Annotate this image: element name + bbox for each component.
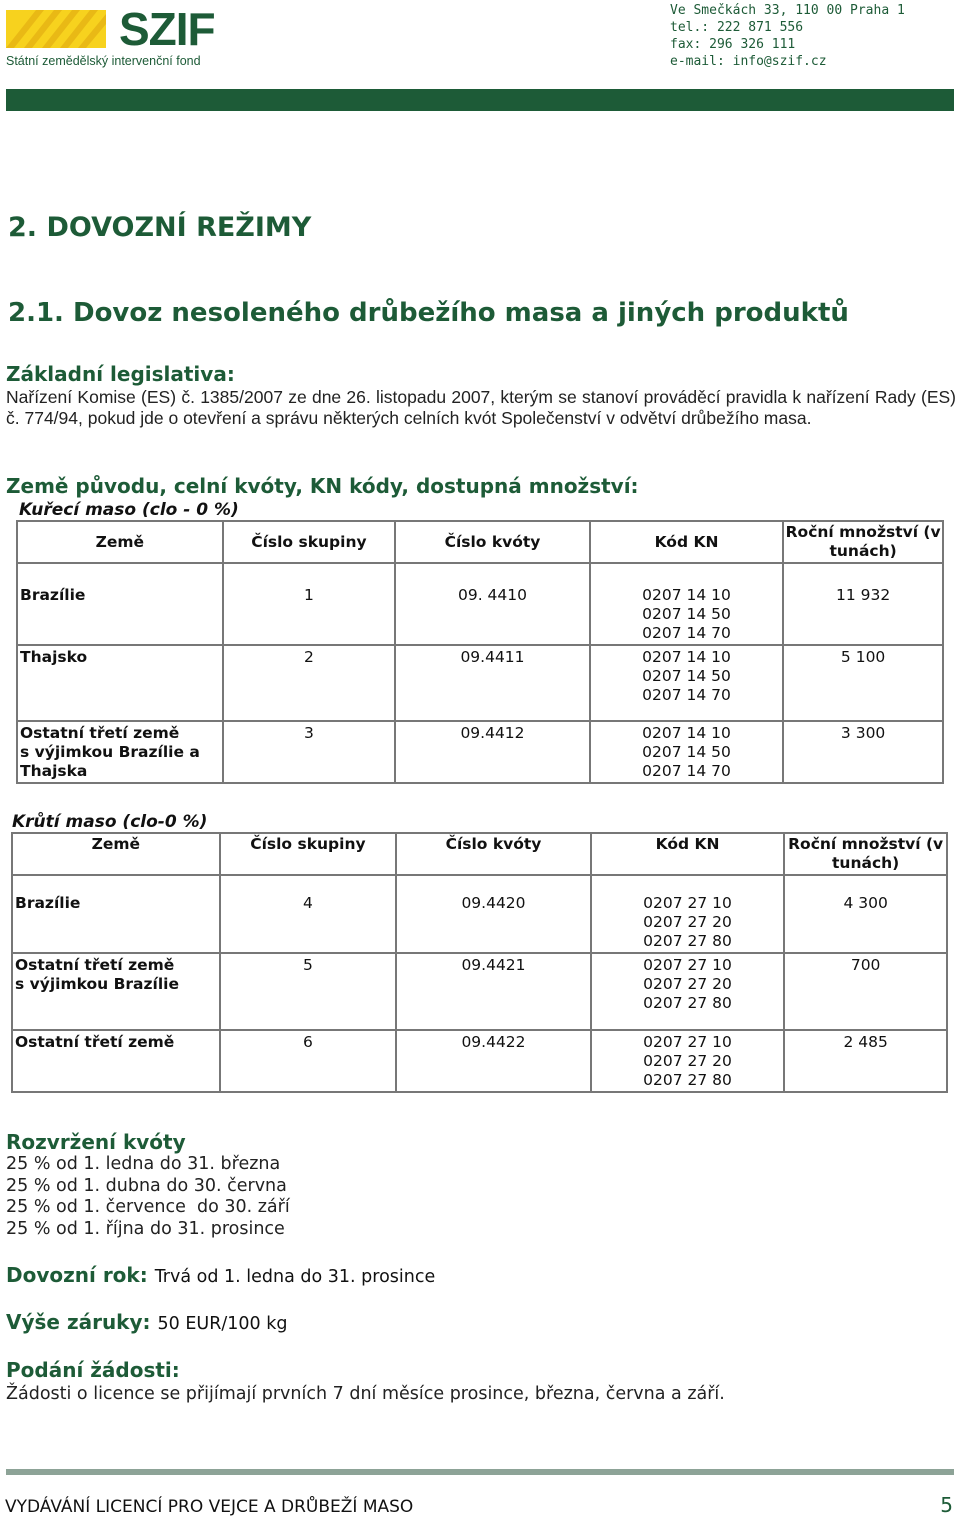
country-cell: Brazílie (15, 894, 81, 912)
kn-code: 0207 27 10 (643, 955, 732, 974)
contact-fax: fax: 296 326 111 (670, 37, 796, 52)
table-header-row (12, 833, 947, 875)
import-year-value: Trvá od 1. ledna do 31. prosince (154, 1267, 436, 1287)
kn-code: 0207 27 80 (643, 1071, 732, 1090)
guarantee (6, 1310, 287, 1334)
group-cell: 5 (220, 953, 397, 1030)
origin-heading: Země původu, celní kvóty, KN kódy, dostupná množství: (6, 474, 639, 498)
subsection-title: 2.1. Dovoz nesoleného drůbežího masa a jiných produktů (8, 298, 849, 328)
legislation-text: Nařízení Komise (ES) č. 1385/2007 ze dne 26. listopadu 2007, kterým se stanoví prováděcí pravidla k nařízení Rady (ES) č. 774/94, pokud jde o otevření a správu některých celních kvót Společenství v odvětví drůbežího masa. (6, 387, 956, 428)
col-header-kn: Kód KN (591, 833, 784, 875)
quota-cell: 09.4420 (396, 875, 591, 953)
quota-cell: 09. 4410 (395, 563, 590, 645)
table-row (17, 721, 943, 783)
kn-code: 0207 14 10 (642, 647, 731, 666)
footer-rule (6, 1469, 954, 1475)
quota-cell: 09.4411 (395, 645, 590, 721)
turkey-quota-table (11, 832, 948, 1093)
kn-code: 0207 27 20 (643, 913, 732, 932)
group-cell: 2 (223, 645, 396, 721)
country-cell: Ostatní třetí země (15, 1032, 175, 1051)
quota-cell: 09.4412 (395, 721, 590, 783)
quota-split-line: 25 % od 1. dubna do 30. června (6, 1175, 287, 1196)
legislation-heading: Základní legislativa: (6, 362, 235, 386)
kn-code: 0207 14 50 (642, 666, 731, 685)
quota-split-line: 25 % od 1. ledna do 31. března (6, 1154, 281, 1174)
kn-code: 0207 27 10 (643, 894, 732, 912)
chicken-quota-table (16, 520, 944, 784)
kn-code: 0207 27 20 (643, 974, 732, 993)
col-header-group: Číslo skupiny (220, 833, 397, 875)
country-cell: Thajsko (20, 647, 88, 666)
kn-code: 0207 14 70 (642, 686, 731, 705)
szif-emblem-icon (6, 10, 106, 48)
quantity-cell: 700 (784, 953, 947, 1030)
country-cell: s výjimkou Brazílie a (20, 742, 200, 761)
quota-split-heading: Rozvržení kvóty (6, 1130, 186, 1154)
country-cell: Ostatní třetí země (15, 955, 175, 974)
col-header-quantity: Roční množství (v tunách) (783, 521, 943, 563)
kn-code: 0207 14 50 (642, 605, 731, 624)
import-year (6, 1263, 435, 1287)
group-cell: 1 (223, 563, 396, 645)
col-header-kn: Kód KN (590, 521, 783, 563)
quota-split-list (6, 1154, 290, 1240)
table-row (17, 563, 943, 645)
quota-split-line: 25 % od 1. října do 31. prosince (6, 1218, 285, 1239)
guarantee-value: 50 EUR/100 kg (157, 1314, 288, 1334)
kn-code: 0207 14 10 (642, 586, 731, 604)
table-row (12, 1030, 947, 1092)
header-bar (6, 89, 954, 111)
kn-code: 0207 27 80 (643, 994, 732, 1013)
country-cell: Thajska (20, 762, 88, 781)
footer-title: VYDÁVÁNÍ LICENCÍ PRO VEJCE A DRŮBEŽÍ MASO (5, 1497, 414, 1517)
applications-heading: Podání žádosti: (6, 1358, 180, 1382)
applications-text: Žádosti o licence se přijímají prvních 7 dní měsíce prosince, března, června a září. (6, 1384, 725, 1404)
group-cell: 4 (220, 875, 397, 953)
table-header-row (17, 521, 943, 563)
quantity-cell: 2 485 (784, 1030, 947, 1092)
szif-logo (6, 3, 236, 70)
kn-code: 0207 27 80 (643, 932, 732, 951)
turkey-table-title: Krůtí maso (clo-0 %) (12, 812, 208, 832)
kn-code: 0207 14 70 (642, 762, 731, 781)
group-cell: 6 (220, 1030, 397, 1092)
group-cell: 3 (223, 721, 396, 783)
col-header-quota: Číslo kvóty (395, 521, 590, 563)
quantity-cell: 11 932 (783, 563, 943, 645)
contact-address: Ve Smečkách 33, 110 00 Praha 1 (670, 3, 905, 18)
kn-code: 0207 27 20 (643, 1051, 732, 1070)
quantity-cell: 5 100 (783, 645, 943, 721)
chicken-table-title: Kuřecí maso (clo - 0 %) (19, 500, 239, 520)
quantity-cell: 3 300 (783, 721, 943, 783)
import-year-label: Dovozní rok: (6, 1263, 148, 1287)
quota-split-line: 25 % od 1. července do 30. září (6, 1197, 290, 1217)
contact-tel: tel.: 222 871 556 (670, 20, 804, 35)
table-row (12, 953, 947, 1030)
kn-code: 0207 14 50 (642, 742, 731, 761)
col-header-quantity: Roční množství (v tunách) (784, 833, 947, 875)
col-header-quota: Číslo kvóty (396, 833, 591, 875)
kn-code: 0207 14 70 (642, 624, 731, 643)
quota-cell: 09.4421 (396, 953, 591, 1030)
country-cell: Ostatní třetí země (20, 723, 180, 742)
quantity-cell: 4 300 (784, 875, 947, 953)
guarantee-label: Výše záruky: (6, 1310, 151, 1334)
kn-code: 0207 27 10 (643, 1032, 732, 1051)
col-header-group: Číslo skupiny (223, 521, 396, 563)
kn-code: 0207 14 10 (642, 723, 731, 742)
section-title: 2. DOVOZNÍ REŽIMY (8, 212, 312, 243)
table-row (12, 875, 947, 953)
page-number: 5 (940, 1493, 953, 1517)
logo-subtitle: Státní zemědělský intervenční fond (6, 54, 201, 68)
quota-cell: 09.4422 (396, 1030, 591, 1092)
table-row (17, 645, 943, 721)
col-header-country: Země (17, 521, 223, 563)
contact-block (670, 2, 905, 70)
col-header-country: Země (12, 833, 220, 875)
country-cell: s výjimkou Brazílie (15, 974, 179, 993)
contact-email[interactable]: e-mail: info@szif.cz (670, 54, 827, 69)
country-cell: Brazílie (20, 586, 86, 604)
logo-text: SZIF (119, 3, 215, 55)
